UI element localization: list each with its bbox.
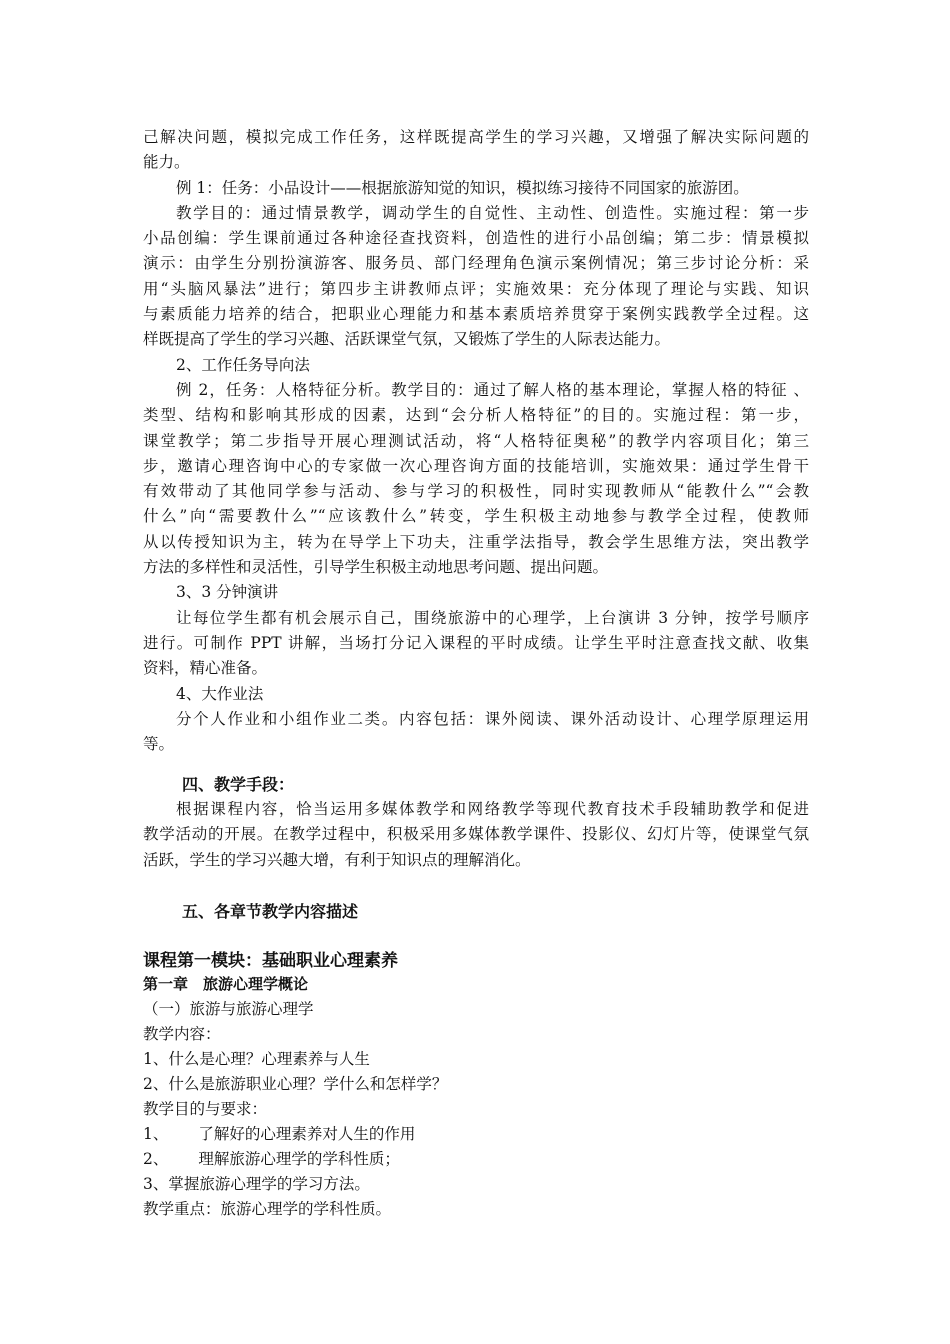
text-line: 例 1：任务：小品设计——根据旅游知觉的知识，模拟练习接待不同国家的旅游团。 — [176, 178, 749, 197]
text-line: 活跃，学生的学习兴趣大增，有利于知识点的理解消化。 — [143, 850, 531, 869]
goal-item-text: 3、掌握旅游心理学的学习方法。 — [143, 1175, 370, 1193]
text-line: 让每位学生都有机会展示自己，围绕旅游中的心理学，上台演讲 3 分钟，按学号顺序 — [176, 608, 809, 627]
goal-item-text: 理解旅游心理学的学科性质； — [198, 1150, 400, 1168]
text-line: 类型、结构和影响其形成的因素，达到“会分析人格特征”的目的。实施过程：第一步， — [143, 406, 809, 425]
goal-item — [143, 1147, 400, 1171]
text-line: 样既提高了学生的学习兴趣、活跃课堂气氛，又锻炼了学生的人际表达能力。 — [143, 330, 671, 349]
module-heading: 课程第一模块：基础职业心理素养 — [143, 951, 398, 971]
goal-item-text: 了解好的心理素养对人生的作用 — [198, 1125, 416, 1143]
section-4-heading: 四、教学手段： — [182, 775, 295, 794]
text-line: 根据课程内容，恰当运用多媒体教学和网络教学等现代教育技术手段辅助教学和促进 — [176, 800, 809, 818]
section-4-body — [143, 797, 809, 873]
text-line: 从以传授知识为主，转为在导学上下功夫，注重学法指导，教会学生思维方法，突出教学 — [143, 532, 809, 551]
text-line: 用“头脑风暴法”进行；第四步主讲教师点评；实施效果：充分体现了理论与实践、知识 — [143, 279, 809, 298]
list-heading: 2、工作任务导向法 — [176, 355, 310, 374]
goal-label: 教学目的与要求： — [143, 1100, 268, 1118]
text-line: 教学活动的开展。在教学过程中，积极采用多媒体教学课件、投影仪、幻灯片等，使课堂气氛 — [143, 825, 809, 844]
text-line: 小品创编：学生课前通过各种途径查找资料，创造性的进行小品创编；第二步：情景模拟 — [143, 229, 809, 248]
text-line: 例 2，任务：人格特征分析。教学目的：通过了解人格的基本理论，掌握人格的特征 、 — [176, 380, 809, 399]
goal-item-number: 1、 — [143, 1125, 169, 1143]
goal-item — [143, 1172, 370, 1196]
list-heading: 4、大作业法 — [176, 684, 264, 703]
text-line: 什么”向“需要教什么”“应该教什么”转变，学生积极主动地参与教学全过程，使教师 — [143, 507, 809, 526]
text-line: 方法的多样性和灵活性，引导学生积极主动地思考问题、提出问题。 — [143, 558, 609, 577]
text-line: 步，邀请心理咨询中心的专家做一次心理咨询方面的技能培训，实施效果：通过学生骨干 — [143, 456, 809, 475]
goal-item-number: 2、 — [143, 1150, 169, 1168]
text-line: 演示：由学生分别扮演游客、服务员、部门经理角色演示案例情况；第三步讨论分析：采 — [143, 254, 809, 273]
body-text-top — [143, 125, 809, 757]
content-item: 2、什么是旅游职业心理？学什么和怎样学？ — [143, 1075, 448, 1093]
key-point: 教学重点：旅游心理学的学科性质。 — [143, 1200, 392, 1218]
text-line: 能力。 — [143, 153, 190, 172]
content-item: 1、什么是心理？心理素养与人生 — [143, 1050, 370, 1068]
subsection-heading: （一）旅游与旅游心理学 — [143, 1000, 314, 1018]
text-line: 课堂教学；第二步指导开展心理测试活动，将“人格特征奥秘”的教学内容项目化；第三 — [143, 431, 809, 450]
text-line: 进行。可制作 PPT 讲解，当场打分记入课程的平时成绩。让学生平时注意查找文献、收集 — [143, 633, 809, 652]
text-line: 有效带动了其他同学参与活动、参与学习的积极性，同时实现教师从“能教什么”“会教 — [143, 482, 809, 501]
text-line: 资料，精心准备。 — [143, 659, 268, 678]
list-heading: 3、3 分钟演讲 — [176, 583, 279, 602]
chapter-heading: 第一章 旅游心理学概论 — [143, 975, 309, 993]
goal-item — [143, 1122, 415, 1146]
text-line: 与素质能力培养的结合，把职业心理能力和基本素质培养贯穿于案例实践教学全过程。这 — [143, 305, 809, 324]
text-line: 己解决问题，模拟完成工作任务，这样既提高学生的学习兴趣，又增强了解决实际问题的 — [143, 128, 809, 146]
text-line: 分个人作业和小组作业二类。内容包括：课外阅读、课外活动设计、心理学原理运用 — [176, 709, 809, 728]
text-line: 等。 — [143, 735, 175, 754]
section-5-heading: 五、各章节教学内容描述 — [182, 902, 359, 921]
text-line: 教学目的：通过情景教学，调动学生的自觉性、主动性、创造性。实施过程：第一步 — [176, 203, 809, 222]
content-label: 教学内容： — [143, 1025, 221, 1043]
